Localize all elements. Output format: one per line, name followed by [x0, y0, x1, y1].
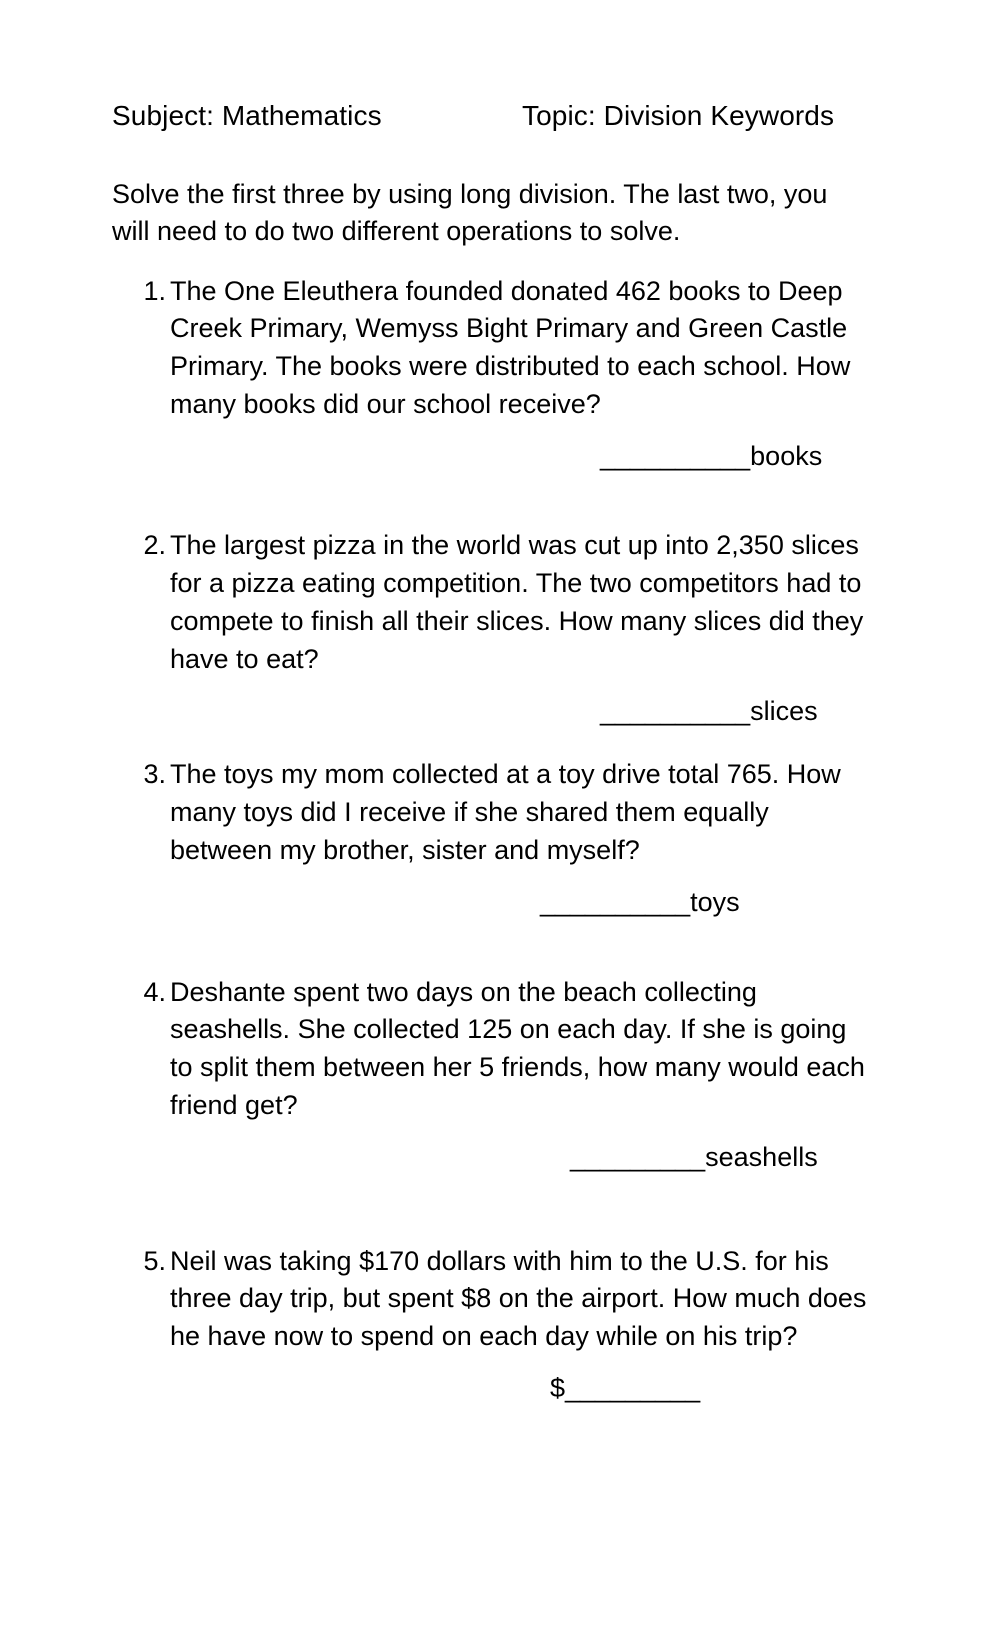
subject-label: Subject: Mathematics	[112, 100, 382, 131]
answer-blank-dollars[interactable]: $_________	[550, 1373, 701, 1404]
list-item	[112, 273, 888, 476]
question-number: 5.	[143, 1245, 166, 1276]
spacer	[112, 948, 888, 974]
answer-blank-toys[interactable]: __________toys	[540, 886, 740, 917]
question-text: Neil was taking $170 dollars with him to the U.S. for his three day trip, but spent $8 on the airport. How much does he have now to spend on each day while on his trip?	[170, 1245, 867, 1352]
instructions-text: Solve the first three by using long division. The last two, you will need to do two different operations to solve.	[112, 179, 828, 247]
question-number: 3.	[143, 759, 166, 790]
question-text: The One Eleuthera founded donated 462 books to Deep Creek Primary, Wemyss Bight Primary and Green Castle Primary. The books were distributed to each school. How many books did our school receive?	[170, 275, 851, 419]
topic-label: Topic: Division Keywords	[522, 100, 835, 131]
answer-blank-books[interactable]: __________books	[600, 440, 823, 471]
question-text: Deshante spent two days on the beach collecting seashells. She collected 125 on each day. If she is going to split them between her 5 friends, how many would each friend get?	[170, 976, 865, 1121]
question-number: 1.	[143, 275, 166, 306]
question-number: 2.	[143, 530, 166, 561]
question-list	[112, 273, 888, 1408]
spacer	[112, 1203, 888, 1243]
question-text: The largest pizza in the world was cut up into 2,350 slices for a pizza eating competition. The two competitors had to compete to finish all their slices. How many slices did they have to eat?	[170, 530, 864, 674]
question-number: 4.	[143, 976, 166, 1007]
list-item	[112, 1243, 888, 1408]
list-item	[112, 974, 888, 1177]
spacer	[112, 501, 888, 527]
answer-blank-slices[interactable]: __________slices	[600, 695, 818, 726]
list-item	[112, 527, 888, 730]
list-item	[112, 756, 888, 921]
worksheet-header	[112, 100, 888, 132]
question-text: The toys my mom collected at a toy drive total 765. How many toys did I receive if she shared them equally between my brother, sister and myself?	[170, 759, 841, 866]
answer-blank-seashells[interactable]: _________seashells	[570, 1141, 818, 1172]
